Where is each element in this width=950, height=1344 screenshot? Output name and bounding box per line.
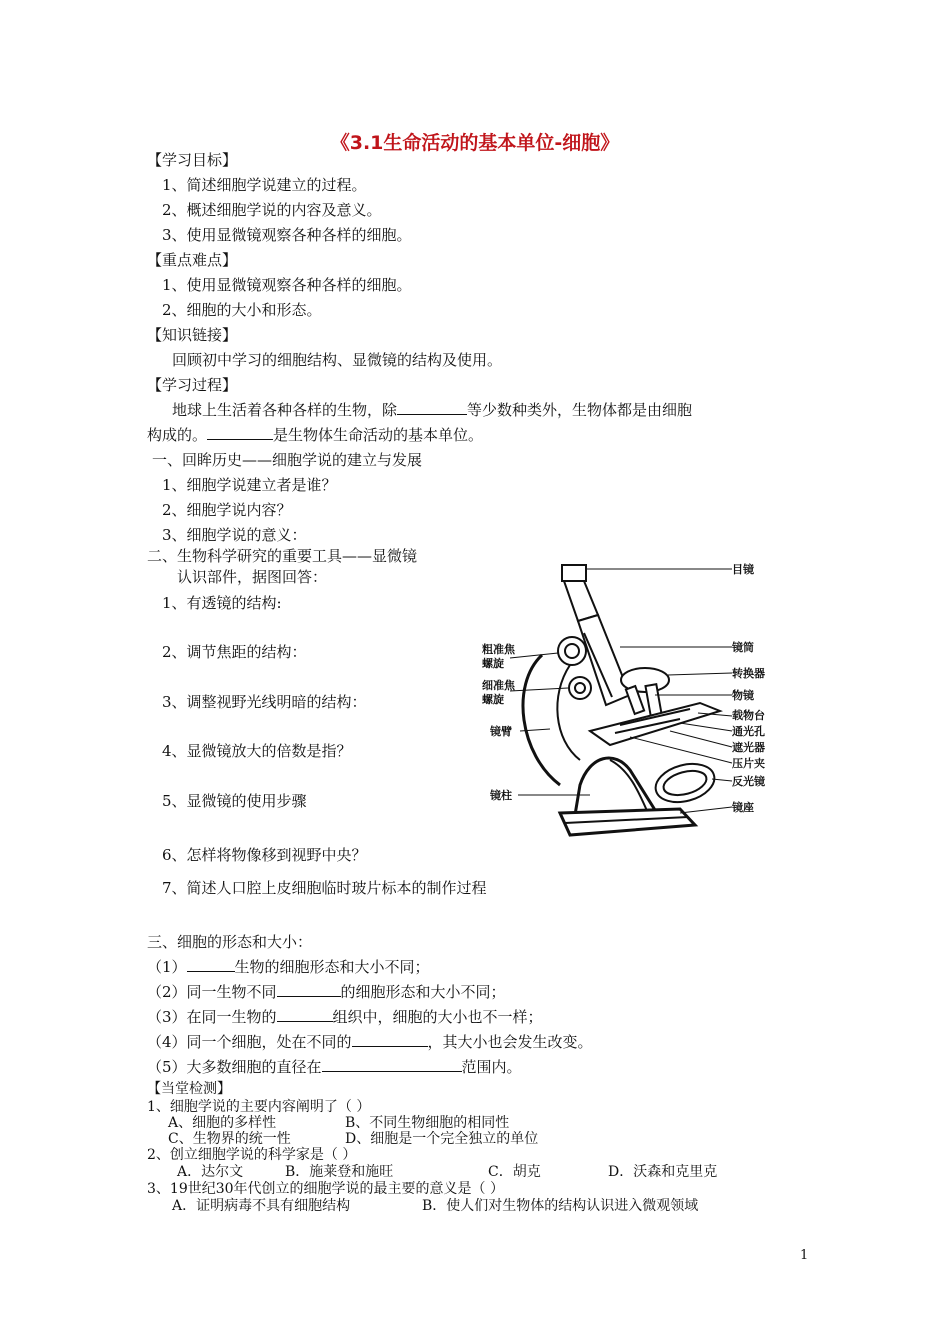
label-pillar: 镜柱	[490, 789, 512, 802]
label-clip: 压片夹	[732, 757, 765, 770]
test-question-1: 1、细胞学说的主要内容阐明了（ ）	[147, 1099, 371, 1115]
test-q2-option-d: D．沃森和克里克	[608, 1164, 718, 1180]
fill-line-4: （4）同一个细胞，处在不同的 ，其大小也会发生改变。	[147, 1033, 593, 1051]
eyepiece-shape	[562, 565, 586, 581]
subsection-cell-shape: 三、细胞的形态和大小：	[147, 933, 313, 951]
fill-blank	[187, 957, 235, 972]
fill-blank	[277, 982, 341, 997]
question-item: 6、怎样将物像移到视野中央？	[162, 846, 367, 864]
section-heading-goals: 【学习目标】	[147, 151, 238, 169]
test-q2-option-a: A．达尔文	[177, 1164, 244, 1180]
page-title: 《3.1生命活动的基本单位-细胞》	[330, 132, 620, 154]
question-item: 3、细胞学说的意义：	[162, 526, 307, 544]
microscope-diagram	[480, 555, 780, 845]
question-item: 2、调节焦距的结构：	[162, 643, 307, 661]
question-item: 1、有透镜的结构:	[162, 594, 282, 612]
test-question-3: 3、19世纪30年代创立的细胞学说的最主要的意义是（ ）	[147, 1181, 504, 1197]
page-number: 1	[800, 1248, 809, 1263]
label-arm: 镜臂	[490, 725, 512, 738]
test-q3-option-a: A．证明病毒不具有细胞结构	[172, 1198, 351, 1214]
test-question-2: 2、创立细胞学说的科学家是（ ）	[147, 1147, 357, 1163]
subsection-instruction: 认识部件，据图回答：	[177, 568, 328, 586]
test-q1-option-d: D、细胞是一个完全独立的单位	[345, 1131, 539, 1147]
fill-blank	[352, 1032, 428, 1047]
question-item: 2、细胞学说内容？	[162, 501, 292, 519]
label-fine-1: 细准焦	[482, 679, 515, 692]
goal-item: 1、简述细胞学说建立的过程。	[162, 176, 367, 194]
fill-blank	[322, 1057, 462, 1072]
label-objective: 物镜	[732, 689, 754, 702]
process-paragraph-line1: 地球上生活着各种各样的生物，除 等少数种类外，生物体都是由细胞	[172, 401, 693, 419]
label-eyepiece: 目镜	[732, 563, 754, 576]
eyepiece-tube	[564, 581, 598, 621]
fill-line-1: （1） 生物的细胞形态和大小不同；	[147, 958, 430, 976]
fill-blank	[207, 425, 273, 440]
section-heading-key: 【重点难点】	[147, 251, 238, 269]
section-heading-process: 【学习过程】	[147, 376, 238, 394]
label-hole: 通光孔	[732, 725, 765, 738]
pillar-shape	[575, 758, 655, 815]
fill-line-3: （3）在同一生物的 组织中，细胞的大小也不一样；	[147, 1008, 543, 1026]
fill-blank	[397, 400, 467, 415]
fine-knob	[569, 677, 591, 699]
label-nosepiece: 转换器	[732, 667, 765, 680]
label-stage: 载物台	[732, 709, 765, 722]
label-base: 镜座	[732, 801, 754, 814]
key-item: 2、细胞的大小和形态。	[162, 301, 322, 319]
question-item: 5、显微镜的使用步骤	[162, 792, 307, 810]
label-coarse-2: 螺旋	[482, 657, 504, 670]
question-item: 1、细胞学说建立者是谁？	[162, 476, 337, 494]
test-q1-option-a: A、细胞的多样性	[168, 1115, 277, 1131]
question-item: 3、调整视野光线明暗的结构：	[162, 693, 367, 711]
link-text: 回顾初中学习的细胞结构、显微镜的结构及使用。	[172, 351, 503, 369]
section-heading-test: 【当堂检测】	[147, 1081, 231, 1097]
label-mirror: 反光镜	[732, 775, 765, 788]
question-item: 7、简述人口腔上皮细胞临时玻片标本的制作过程	[162, 879, 487, 897]
test-q1-option-c: C、生物界的统一性	[168, 1131, 291, 1147]
fill-line-2: （2）同一生物不同 的细胞形态和大小不同；	[147, 983, 506, 1001]
test-q2-option-c: C．胡克	[488, 1164, 541, 1180]
mirror-shape	[651, 758, 718, 808]
test-q1-option-b: B、不同生物细胞的相同性	[345, 1115, 510, 1131]
key-item: 1、使用显微镜观察各种各样的细胞。	[162, 276, 412, 294]
label-fine-2: 螺旋	[482, 693, 504, 706]
coarse-knob	[558, 637, 586, 665]
fill-blank	[277, 1007, 333, 1022]
arm-shape	[523, 655, 560, 785]
goal-item: 3、使用显微镜观察各种各样的细胞。	[162, 226, 412, 244]
question-item: 4、显微镜放大的倍数是指？	[162, 742, 352, 760]
test-q3-option-b: B．使人们对生物体的结构认识进入微观领域	[422, 1198, 699, 1214]
goal-item: 2、概述细胞学说的内容及意义。	[162, 201, 382, 219]
label-tube: 镜筒	[732, 641, 754, 654]
subsection-history: 一、回眸历史——细胞学说的建立与发展	[152, 451, 423, 469]
label-diaphragm: 遮光器	[732, 741, 765, 754]
label-coarse-1: 粗准焦	[482, 643, 515, 656]
process-paragraph-line2: 构成的。 是生物体生命活动的基本单位。	[147, 426, 484, 444]
test-q2-option-b: B．施莱登和施旺	[285, 1164, 394, 1180]
subsection-microscope: 二、生物科学研究的重要工具——显微镜	[147, 547, 418, 565]
fill-line-5: （5）大多数细胞的直径在 范围内。	[147, 1058, 522, 1076]
section-heading-link: 【知识链接】	[147, 326, 238, 344]
